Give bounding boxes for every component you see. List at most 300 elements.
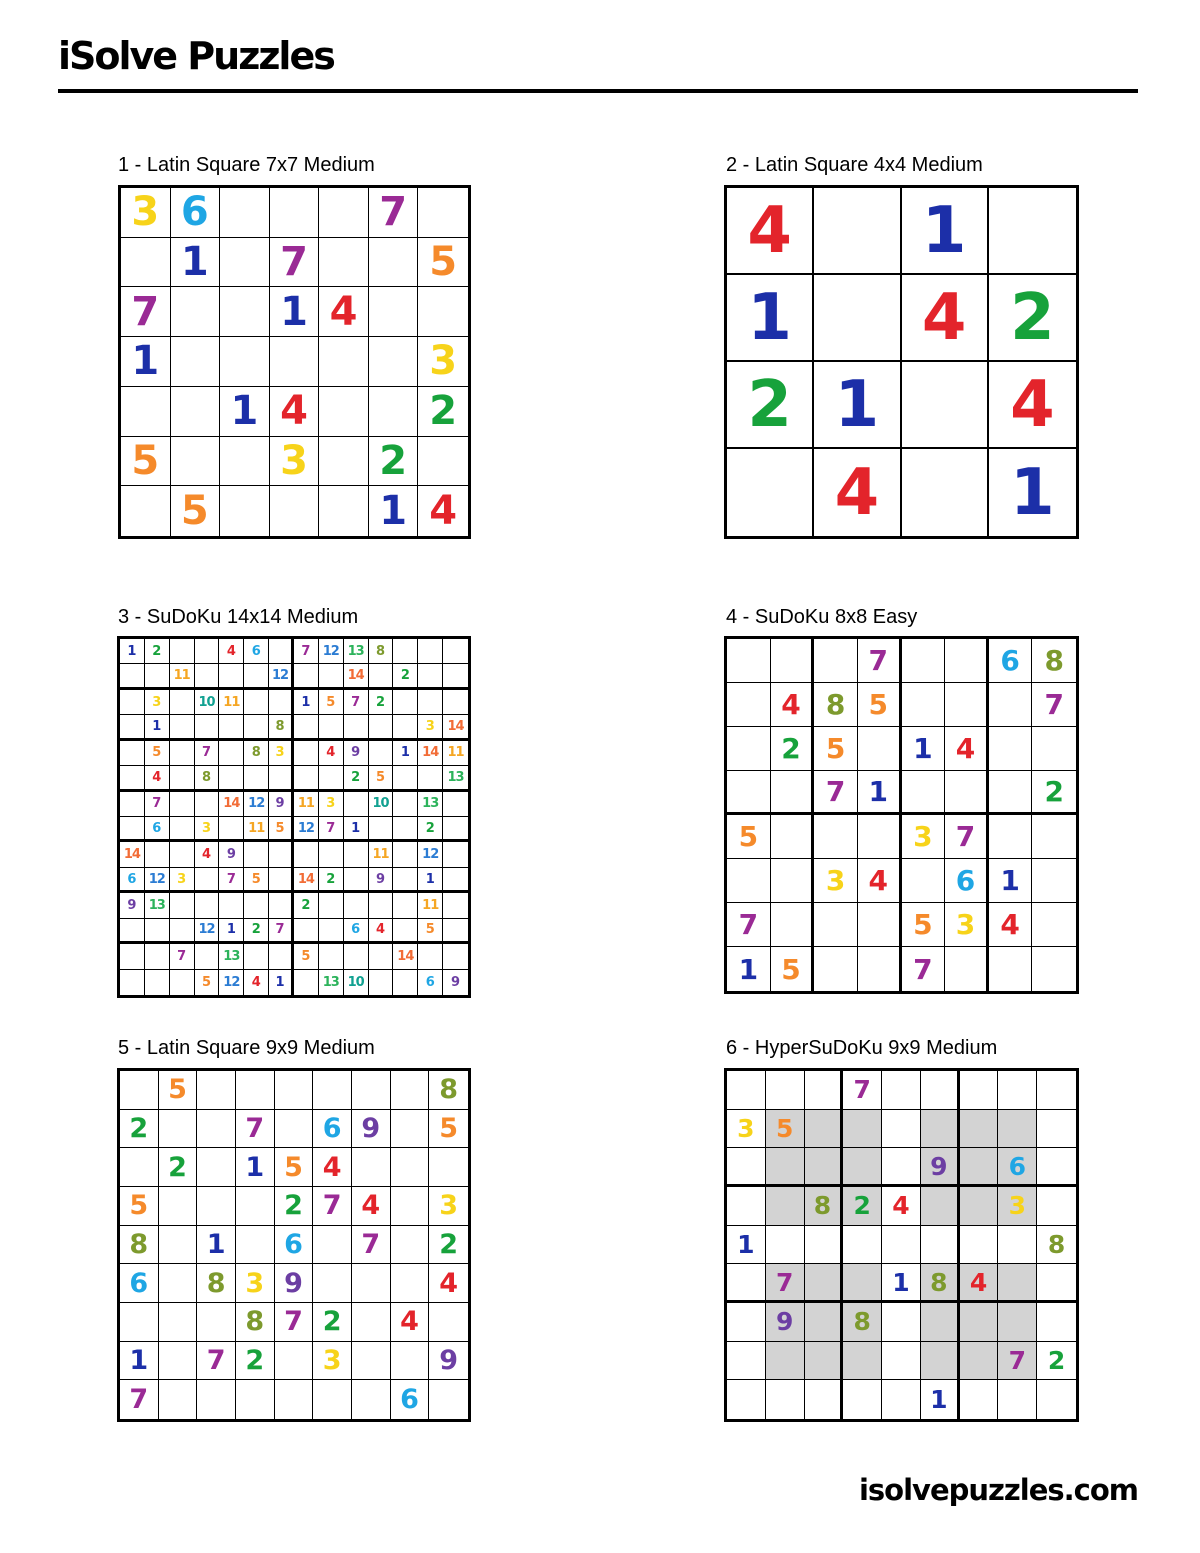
puzzle-2-cell[interactable]: 4	[902, 275, 989, 362]
puzzle-1-cell[interactable]	[418, 437, 468, 487]
puzzle-3-cell[interactable]	[393, 639, 418, 664]
puzzle-4-cell[interactable]	[814, 639, 858, 683]
puzzle-3-cell[interactable]	[393, 690, 418, 715]
puzzle-3-cell[interactable]	[195, 944, 220, 969]
puzzle-3-cell[interactable]	[244, 690, 269, 715]
puzzle-3-cell[interactable]	[170, 639, 195, 664]
puzzle-1-cell[interactable]: 7	[270, 238, 320, 288]
puzzle-3-cell[interactable]: 13	[418, 792, 443, 817]
puzzle-3-cell[interactable]	[344, 715, 369, 740]
puzzle-4-cell[interactable]	[945, 771, 989, 815]
puzzle-6-cell[interactable]	[805, 1148, 844, 1187]
puzzle-5-cell[interactable]: 3	[429, 1187, 468, 1226]
puzzle-4-cell[interactable]	[945, 683, 989, 727]
puzzle-5-cell[interactable]	[197, 1110, 236, 1149]
puzzle-3-cell[interactable]	[393, 792, 418, 817]
puzzle-1-cell[interactable]	[121, 387, 171, 437]
puzzle-3-cell[interactable]	[195, 868, 220, 893]
puzzle-2-cell[interactable]: 4	[989, 362, 1076, 449]
puzzle-5-cell[interactable]	[352, 1264, 391, 1303]
puzzle-4-cell[interactable]: 4	[771, 683, 815, 727]
puzzle-5-cell[interactable]	[197, 1187, 236, 1226]
puzzle-3-cell[interactable]: 6	[344, 919, 369, 944]
puzzle-3-cell[interactable]: 12	[418, 842, 443, 867]
puzzle-4-cell[interactable]	[814, 947, 858, 991]
puzzle-5-cell[interactable]: 4	[429, 1264, 468, 1303]
puzzle-1-cell[interactable]: 3	[121, 188, 171, 238]
puzzle-3-cell[interactable]	[393, 715, 418, 740]
puzzle-5-cell[interactable]: 7	[313, 1187, 352, 1226]
puzzle-3-cell[interactable]	[120, 741, 145, 766]
puzzle-3-cell[interactable]	[145, 919, 170, 944]
puzzle-3-cell[interactable]	[244, 664, 269, 689]
puzzle-5-cell[interactable]	[429, 1148, 468, 1187]
puzzle-3-cell[interactable]: 7	[145, 792, 170, 817]
puzzle-3-cell[interactable]	[145, 944, 170, 969]
puzzle-3-cell[interactable]	[294, 766, 319, 791]
puzzle-4-cell[interactable]: 2	[771, 727, 815, 771]
puzzle-3-cell[interactable]: 7	[195, 741, 220, 766]
puzzle-3-cell[interactable]: 9	[443, 970, 468, 995]
puzzle-3-cell[interactable]	[170, 792, 195, 817]
puzzle-6-cell[interactable]	[727, 1380, 766, 1419]
puzzle-6-cell[interactable]	[882, 1303, 921, 1342]
puzzle-6-cell[interactable]	[843, 1264, 882, 1303]
puzzle-3-cell[interactable]: 2	[319, 868, 344, 893]
puzzle-3-cell[interactable]	[120, 715, 145, 740]
puzzle-5-cell[interactable]	[352, 1071, 391, 1110]
puzzle-6-cell[interactable]: 7	[843, 1071, 882, 1110]
puzzle-4-cell[interactable]: 3	[814, 859, 858, 903]
puzzle-2-cell[interactable]	[902, 449, 989, 536]
puzzle-6-cell[interactable]: 2	[1037, 1342, 1076, 1381]
puzzle-4-cell[interactable]	[771, 639, 815, 683]
puzzle-4-cell[interactable]: 1	[727, 947, 771, 991]
puzzle-4-cell[interactable]	[945, 947, 989, 991]
puzzle-3-cell[interactable]	[443, 639, 468, 664]
puzzle-6-cell[interactable]	[882, 1342, 921, 1381]
puzzle-3-cell[interactable]	[219, 741, 244, 766]
puzzle-6-cell[interactable]: 1	[882, 1264, 921, 1303]
puzzle-4-cell[interactable]	[771, 903, 815, 947]
puzzle-4-cell[interactable]: 6	[989, 639, 1033, 683]
puzzle-6-cell[interactable]	[766, 1187, 805, 1226]
puzzle-1-cell[interactable]: 3	[270, 437, 320, 487]
puzzle-4-cell[interactable]	[771, 815, 815, 859]
puzzle-3-cell[interactable]	[344, 792, 369, 817]
puzzle-2-cell[interactable]: 1	[989, 449, 1076, 536]
puzzle-3-cell[interactable]	[443, 919, 468, 944]
puzzle-6-cell[interactable]	[805, 1264, 844, 1303]
puzzle-6-cell[interactable]	[921, 1187, 960, 1226]
puzzle-3-cell[interactable]: 5	[369, 766, 394, 791]
puzzle-3-cell[interactable]: 1	[219, 919, 244, 944]
puzzle-3-cell[interactable]: 5	[269, 817, 294, 842]
puzzle-3-cell[interactable]	[344, 868, 369, 893]
puzzle-3-cell[interactable]	[195, 664, 220, 689]
puzzle-3-cell[interactable]: 4	[319, 741, 344, 766]
puzzle-3-cell[interactable]: 4	[244, 970, 269, 995]
puzzle-3-cell[interactable]	[369, 893, 394, 918]
puzzle-2-cell[interactable]: 1	[727, 275, 814, 362]
puzzle-1-cell[interactable]	[319, 188, 369, 238]
puzzle-4-cell[interactable]	[989, 771, 1033, 815]
puzzle-5-cell[interactable]	[391, 1110, 430, 1149]
puzzle-3-cell[interactable]	[443, 664, 468, 689]
puzzle-3-cell[interactable]	[219, 715, 244, 740]
puzzle-3-cell[interactable]: 13	[443, 766, 468, 791]
puzzle-5-cell[interactable]: 5	[429, 1110, 468, 1149]
puzzle-5-cell[interactable]	[159, 1226, 198, 1265]
puzzle-5-cell[interactable]: 6	[120, 1264, 159, 1303]
puzzle-5-cell[interactable]	[352, 1380, 391, 1419]
puzzle-3-cell[interactable]: 4	[219, 639, 244, 664]
puzzle-5-cell[interactable]	[159, 1303, 198, 1342]
puzzle-4-cell[interactable]	[727, 683, 771, 727]
puzzle-4-cell[interactable]: 1	[989, 859, 1033, 903]
puzzle-4-cell[interactable]	[771, 859, 815, 903]
puzzle-4-cell[interactable]	[858, 815, 902, 859]
puzzle-1-cell[interactable]: 7	[369, 188, 419, 238]
puzzle-3-cell[interactable]	[120, 970, 145, 995]
puzzle-1-cell[interactable]	[220, 337, 270, 387]
puzzle-4-cell[interactable]	[1032, 859, 1076, 903]
puzzle-5-cell[interactable]	[120, 1148, 159, 1187]
puzzle-3-cell[interactable]: 11	[244, 817, 269, 842]
puzzle-6-cell[interactable]: 9	[921, 1148, 960, 1187]
puzzle-5-cell[interactable]	[275, 1380, 314, 1419]
puzzle-5-cell[interactable]: 2	[429, 1226, 468, 1265]
puzzle-5-cell[interactable]: 2	[159, 1148, 198, 1187]
puzzle-2-cell[interactable]: 1	[814, 362, 901, 449]
puzzle-3-cell[interactable]: 7	[269, 919, 294, 944]
puzzle-6-cell[interactable]	[727, 1264, 766, 1303]
puzzle-3-cell[interactable]	[170, 741, 195, 766]
puzzle-6-cell[interactable]	[998, 1380, 1037, 1419]
puzzle-5-cell[interactable]	[197, 1380, 236, 1419]
puzzle-2-cell[interactable]	[814, 275, 901, 362]
puzzle-4-cell[interactable]	[727, 771, 771, 815]
puzzle-6-cell[interactable]	[727, 1303, 766, 1342]
puzzle-1-cell[interactable]	[270, 188, 320, 238]
puzzle-3-cell[interactable]	[393, 919, 418, 944]
puzzle-6-cell[interactable]	[1037, 1110, 1076, 1149]
puzzle-3-cell[interactable]: 5	[418, 919, 443, 944]
puzzle-3-cell[interactable]	[120, 766, 145, 791]
puzzle-3-cell[interactable]: 4	[195, 842, 220, 867]
puzzle-3-cell[interactable]	[369, 664, 394, 689]
puzzle-3-cell[interactable]: 7	[344, 690, 369, 715]
puzzle-3-cell[interactable]	[294, 664, 319, 689]
puzzle-2-cell[interactable]	[727, 449, 814, 536]
puzzle-6-cell[interactable]	[921, 1110, 960, 1149]
puzzle-6-cell[interactable]: 1	[727, 1226, 766, 1265]
puzzle-1-cell[interactable]: 3	[418, 337, 468, 387]
puzzle-3-cell[interactable]: 2	[369, 690, 394, 715]
puzzle-4-cell[interactable]	[989, 683, 1033, 727]
puzzle-1-cell[interactable]: 4	[418, 486, 468, 536]
puzzle-1-cell[interactable]	[319, 437, 369, 487]
puzzle-3-cell[interactable]: 12	[145, 868, 170, 893]
puzzle-3-cell[interactable]: 14	[393, 944, 418, 969]
puzzle-5-cell[interactable]: 4	[352, 1187, 391, 1226]
puzzle-3-cell[interactable]	[219, 817, 244, 842]
puzzle-5-cell[interactable]	[236, 1071, 275, 1110]
puzzle-3-cell[interactable]: 9	[120, 893, 145, 918]
puzzle-3-cell[interactable]	[294, 842, 319, 867]
puzzle-3-cell[interactable]: 5	[294, 944, 319, 969]
puzzle-6-cell[interactable]	[1037, 1187, 1076, 1226]
puzzle-3-cell[interactable]: 2	[244, 919, 269, 944]
puzzle-3-cell[interactable]: 14	[344, 664, 369, 689]
puzzle-3-cell[interactable]: 8	[369, 639, 394, 664]
puzzle-3-cell[interactable]: 4	[145, 766, 170, 791]
puzzle-1-cell[interactable]: 4	[270, 387, 320, 437]
puzzle-4-cell[interactable]: 4	[858, 859, 902, 903]
puzzle-3-cell[interactable]: 11	[294, 792, 319, 817]
puzzle-3-cell[interactable]: 2	[294, 893, 319, 918]
puzzle-5-cell[interactable]	[197, 1148, 236, 1187]
puzzle-6-cell[interactable]	[960, 1226, 999, 1265]
puzzle-3-cell[interactable]	[145, 970, 170, 995]
puzzle-6-cell[interactable]: 2	[843, 1187, 882, 1226]
puzzle-3-cell[interactable]	[319, 766, 344, 791]
puzzle-1-cell[interactable]: 2	[369, 437, 419, 487]
puzzle-4-cell[interactable]	[989, 727, 1033, 771]
puzzle-6-cell[interactable]: 7	[766, 1264, 805, 1303]
puzzle-6-cell[interactable]	[805, 1110, 844, 1149]
puzzle-5-cell[interactable]	[391, 1187, 430, 1226]
puzzle-4-cell[interactable]: 7	[945, 815, 989, 859]
puzzle-5-cell[interactable]	[429, 1303, 468, 1342]
puzzle-3-cell[interactable]	[195, 893, 220, 918]
puzzle-5-cell[interactable]	[313, 1380, 352, 1419]
puzzle-2-cell[interactable]: 4	[814, 449, 901, 536]
puzzle-3-cell[interactable]	[170, 715, 195, 740]
puzzle-1-cell[interactable]: 1	[121, 337, 171, 387]
puzzle-3-cell[interactable]	[393, 970, 418, 995]
puzzle-5-cell[interactable]: 2	[313, 1303, 352, 1342]
puzzle-5-cell[interactable]	[313, 1264, 352, 1303]
puzzle-5-cell[interactable]	[391, 1264, 430, 1303]
puzzle-3-cell[interactable]: 11	[369, 842, 394, 867]
puzzle-3-cell[interactable]	[319, 944, 344, 969]
puzzle-4-cell[interactable]	[858, 947, 902, 991]
puzzle-3-cell[interactable]: 12	[269, 664, 294, 689]
puzzle-3-cell[interactable]	[344, 893, 369, 918]
puzzle-6-cell[interactable]: 5	[766, 1110, 805, 1149]
puzzle-4-cell[interactable]	[989, 947, 1033, 991]
puzzle-6-cell[interactable]	[960, 1110, 999, 1149]
puzzle-4-cell[interactable]: 6	[945, 859, 989, 903]
puzzle-5-cell[interactable]	[120, 1303, 159, 1342]
puzzle-5-cell[interactable]: 7	[197, 1342, 236, 1381]
puzzle-3-cell[interactable]: 3	[195, 817, 220, 842]
puzzle-3-cell[interactable]	[294, 919, 319, 944]
puzzle-6-cell[interactable]	[921, 1303, 960, 1342]
puzzle-3-cell[interactable]: 7	[294, 639, 319, 664]
puzzle-3-cell[interactable]: 12	[294, 817, 319, 842]
puzzle-3-cell[interactable]: 8	[195, 766, 220, 791]
puzzle-6-cell[interactable]	[960, 1380, 999, 1419]
puzzle-4-cell[interactable]	[814, 903, 858, 947]
puzzle-4-cell[interactable]: 5	[771, 947, 815, 991]
puzzle-4-cell[interactable]	[902, 639, 946, 683]
puzzle-6-cell[interactable]	[727, 1071, 766, 1110]
puzzle-2-cell[interactable]	[814, 188, 901, 275]
puzzle-5-cell[interactable]: 9	[429, 1342, 468, 1381]
puzzle-3-cell[interactable]	[244, 893, 269, 918]
puzzle-5-cell[interactable]	[159, 1342, 198, 1381]
puzzle-3-cell[interactable]	[369, 970, 394, 995]
puzzle-3-cell[interactable]: 6	[244, 639, 269, 664]
puzzle-5-cell[interactable]: 2	[120, 1110, 159, 1149]
puzzle-3-cell[interactable]: 10	[344, 970, 369, 995]
puzzle-6-cell[interactable]: 3	[998, 1187, 1037, 1226]
puzzle-5-cell[interactable]	[236, 1187, 275, 1226]
puzzle-3-cell[interactable]	[443, 690, 468, 715]
puzzle-5-cell[interactable]: 5	[275, 1148, 314, 1187]
puzzle-3-cell[interactable]	[319, 842, 344, 867]
puzzle-5-cell[interactable]	[391, 1071, 430, 1110]
puzzle-5-cell[interactable]	[236, 1380, 275, 1419]
puzzle-2-cell[interactable]: 4	[727, 188, 814, 275]
puzzle-5-cell[interactable]	[429, 1380, 468, 1419]
puzzle-5-cell[interactable]: 9	[352, 1110, 391, 1149]
puzzle-3-cell[interactable]: 3	[418, 715, 443, 740]
puzzle-3-cell[interactable]	[294, 970, 319, 995]
puzzle-5-cell[interactable]: 8	[197, 1264, 236, 1303]
puzzle-3-cell[interactable]: 8	[269, 715, 294, 740]
puzzle-3-cell[interactable]: 11	[219, 690, 244, 715]
puzzle-6-cell[interactable]	[727, 1342, 766, 1381]
puzzle-4-cell[interactable]	[858, 727, 902, 771]
puzzle-4-cell[interactable]	[727, 639, 771, 683]
puzzle-3-cell[interactable]: 7	[170, 944, 195, 969]
puzzle-3-cell[interactable]: 2	[393, 664, 418, 689]
puzzle-6-cell[interactable]	[882, 1110, 921, 1149]
puzzle-1-cell[interactable]: 1	[369, 486, 419, 536]
puzzle-4-cell[interactable]: 2	[1032, 771, 1076, 815]
puzzle-1-cell[interactable]	[121, 486, 171, 536]
puzzle-3-cell[interactable]: 14	[219, 792, 244, 817]
puzzle-4-cell[interactable]	[902, 771, 946, 815]
puzzle-5-cell[interactable]: 7	[120, 1380, 159, 1419]
puzzle-3-cell[interactable]: 10	[195, 690, 220, 715]
puzzle-5-cell[interactable]	[159, 1380, 198, 1419]
puzzle-1-cell[interactable]	[220, 188, 270, 238]
puzzle-5-cell[interactable]: 2	[275, 1187, 314, 1226]
puzzle-4-cell[interactable]: 7	[858, 639, 902, 683]
puzzle-6-cell[interactable]	[960, 1303, 999, 1342]
puzzle-6-cell[interactable]	[998, 1110, 1037, 1149]
puzzle-5-cell[interactable]: 8	[120, 1226, 159, 1265]
puzzle-3-cell[interactable]: 7	[219, 868, 244, 893]
puzzle-6-cell[interactable]	[960, 1148, 999, 1187]
puzzle-5-cell[interactable]	[197, 1071, 236, 1110]
puzzle-3-cell[interactable]	[195, 792, 220, 817]
puzzle-3-cell[interactable]	[269, 842, 294, 867]
puzzle-1-cell[interactable]	[270, 486, 320, 536]
puzzle-6-cell[interactable]	[1037, 1071, 1076, 1110]
puzzle-4-cell[interactable]	[1032, 947, 1076, 991]
puzzle-3-cell[interactable]	[443, 893, 468, 918]
puzzle-6-cell[interactable]	[805, 1303, 844, 1342]
puzzle-3-cell[interactable]	[393, 842, 418, 867]
puzzle-5-cell[interactable]: 5	[159, 1071, 198, 1110]
puzzle-1-cell[interactable]	[418, 287, 468, 337]
puzzle-3-cell[interactable]	[120, 944, 145, 969]
puzzle-5-cell[interactable]: 9	[275, 1264, 314, 1303]
puzzle-3-cell[interactable]: 1	[269, 970, 294, 995]
puzzle-3-cell[interactable]	[319, 919, 344, 944]
puzzle-5-cell[interactable]: 6	[313, 1110, 352, 1149]
puzzle-1-cell[interactable]	[319, 486, 369, 536]
puzzle-3-cell[interactable]	[120, 792, 145, 817]
puzzle-4-cell[interactable]	[771, 771, 815, 815]
puzzle-3-cell[interactable]: 9	[369, 868, 394, 893]
puzzle-4-cell[interactable]	[1032, 815, 1076, 859]
puzzle-3-cell[interactable]	[269, 893, 294, 918]
puzzle-1-cell[interactable]	[171, 437, 221, 487]
puzzle-5-cell[interactable]: 1	[236, 1148, 275, 1187]
puzzle-3-cell[interactable]	[319, 893, 344, 918]
puzzle-3-cell[interactable]: 1	[393, 741, 418, 766]
puzzle-3-cell[interactable]: 3	[319, 792, 344, 817]
puzzle-3-cell[interactable]: 11	[418, 893, 443, 918]
puzzle-1-cell[interactable]	[418, 188, 468, 238]
puzzle-3-cell[interactable]: 9	[269, 792, 294, 817]
puzzle-3-cell[interactable]: 1	[344, 817, 369, 842]
puzzle-6-cell[interactable]	[1037, 1148, 1076, 1187]
puzzle-5-cell[interactable]	[313, 1226, 352, 1265]
puzzle-4-cell[interactable]	[989, 815, 1033, 859]
puzzle-5-cell[interactable]: 5	[120, 1187, 159, 1226]
puzzle-5-cell[interactable]	[391, 1148, 430, 1187]
puzzle-3-cell[interactable]: 5	[319, 690, 344, 715]
puzzle-2-cell[interactable]	[902, 362, 989, 449]
puzzle-6-cell[interactable]	[1037, 1303, 1076, 1342]
puzzle-3-cell[interactable]: 9	[219, 842, 244, 867]
puzzle-3-cell[interactable]: 1	[120, 639, 145, 664]
puzzle-4-cell[interactable]	[902, 859, 946, 903]
puzzle-5-cell[interactable]: 4	[391, 1303, 430, 1342]
puzzle-1-cell[interactable]	[319, 238, 369, 288]
puzzle-3-cell[interactable]: 6	[120, 868, 145, 893]
puzzle-3-cell[interactable]	[120, 919, 145, 944]
puzzle-4-cell[interactable]: 5	[727, 815, 771, 859]
puzzle-6-cell[interactable]	[960, 1071, 999, 1110]
puzzle-3-cell[interactable]	[170, 893, 195, 918]
puzzle-3-cell[interactable]	[418, 690, 443, 715]
puzzle-6-cell[interactable]: 7	[998, 1342, 1037, 1381]
puzzle-6-cell[interactable]: 1	[921, 1380, 960, 1419]
puzzle-1-cell[interactable]	[220, 287, 270, 337]
puzzle-6-cell[interactable]	[882, 1148, 921, 1187]
puzzle-1-cell[interactable]	[369, 287, 419, 337]
puzzle-4-cell[interactable]: 1	[902, 727, 946, 771]
puzzle-5-cell[interactable]: 2	[236, 1342, 275, 1381]
puzzle-4-cell[interactable]: 3	[902, 815, 946, 859]
puzzle-5-cell[interactable]: 7	[352, 1226, 391, 1265]
puzzle-3-cell[interactable]	[170, 842, 195, 867]
puzzle-6-cell[interactable]	[766, 1071, 805, 1110]
puzzle-3-cell[interactable]: 6	[418, 970, 443, 995]
puzzle-1-cell[interactable]: 1	[270, 287, 320, 337]
puzzle-6-cell[interactable]	[843, 1110, 882, 1149]
puzzle-1-cell[interactable]	[171, 287, 221, 337]
puzzle-3-cell[interactable]	[443, 944, 468, 969]
